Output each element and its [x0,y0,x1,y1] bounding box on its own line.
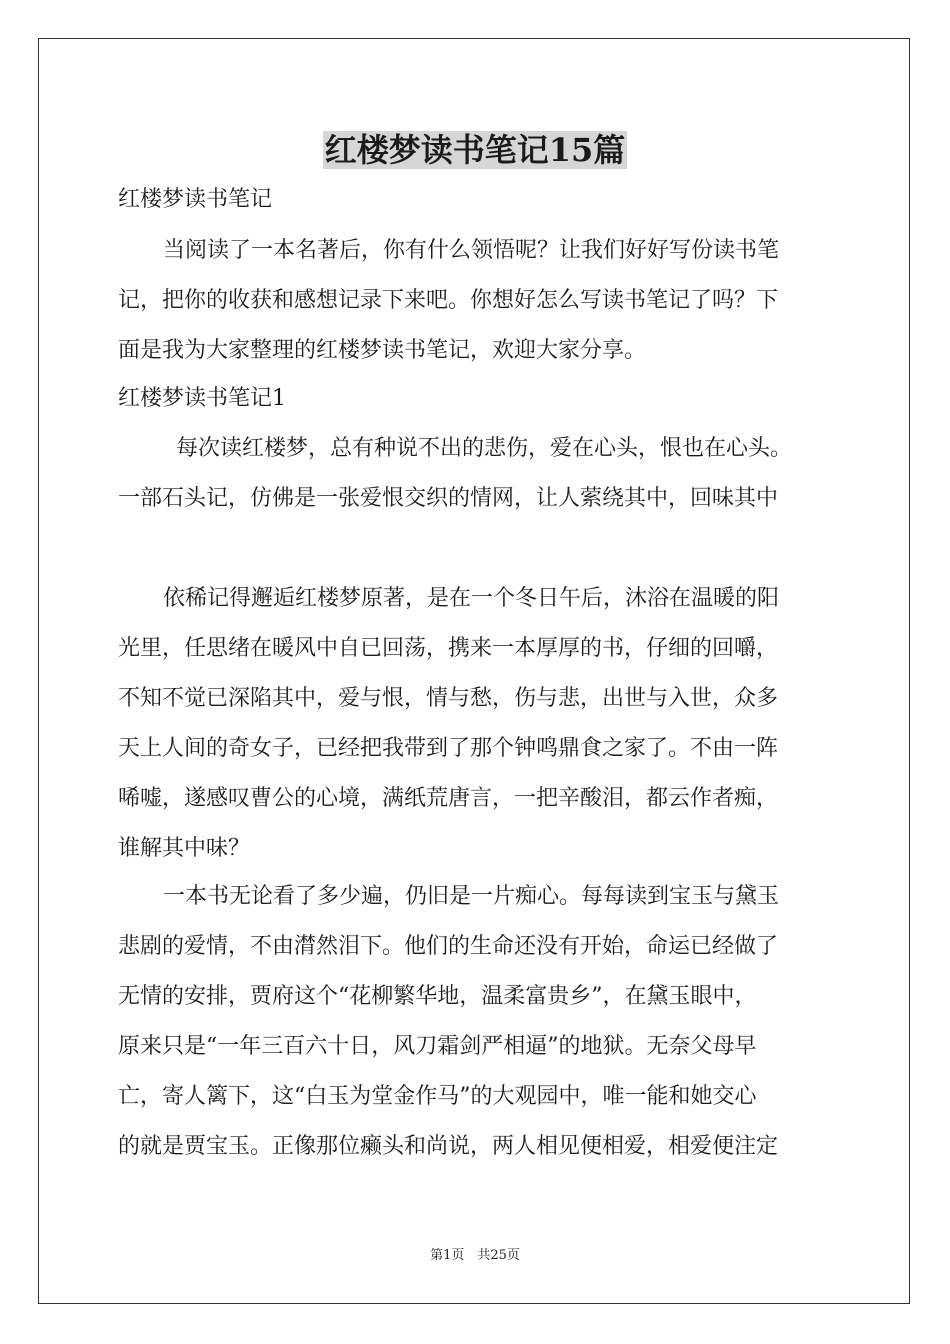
paragraph-line: 面是我为大家整理的红楼梦读书笔记，欢迎大家分享。 [118,338,647,363]
paragraph-line: 的就是贾宝玉。正像那位癞头和尚说，两人相见便相爱，相爱便注定 [118,1134,779,1159]
section-heading: 红楼梦读书笔记1 [118,386,286,411]
paragraph-line: 原来只是“一年三百六十日，风刀霜剑严相逼”的地狱。无奈父母早 [118,1034,757,1059]
paragraph-line: 谁解其中味？ [118,836,251,861]
paragraph-line: 当阅读了一本名著后，你有什么领悟呢？让我们好好写份读书笔 [163,238,780,263]
section-heading: 红楼梦读书笔记 [118,187,273,212]
title-text: 红楼梦读书笔记15篇 [324,131,626,169]
paragraph-line: 每次读红楼梦，总有种说不出的悲伤，爱在心头，恨也在心头。 [176,436,793,461]
paragraph-line: 唏嘘，遂感叹曹公的心境，满纸荒唐言，一把辛酸泪，都云作者痴， [118,786,779,811]
document-title [0,128,950,172]
paragraph-line: 不知不觉已深陷其中，爱与恨，情与愁，伤与悲，出世与入世，众多 [118,686,779,711]
paragraph-line: 一本书无论看了多少遍，仍旧是一片痴心。每每读到宝玉与黛玉 [163,884,780,909]
paragraph-line: 天上人间的奇女子，已经把我带到了那个钟鸣鼎食之家了。不由一阵 [118,736,779,761]
paragraph-line: 无情的安排，贾府这个“花柳繁华地，温柔富贵乡”，在黛玉眼中， [118,984,757,1009]
paragraph-line: 亡，寄人篱下，这“白玉为堂金作马”的大观园中，唯一能和她交心 [118,1084,757,1109]
paragraph-line: 悲剧的爱情，不由潸然泪下。他们的生命还没有开始，命运已经做了 [118,934,779,959]
page-number: 第1页 共25页 [430,1248,520,1263]
paragraph-line: 依稀记得邂逅红楼梦原著，是在一个冬日午后，沐浴在温暖的阳 [163,586,780,611]
paragraph-line: 光里，任思绪在暖风中自已回荡，携来一本厚厚的书，仔细的回嚼， [118,636,779,661]
page-border [38,38,910,1304]
paragraph-line: 记，把你的收获和感想记录下来吧。你想好怎么写读书笔记了吗？下 [118,288,779,313]
paragraph-line: 一部石头记，仿佛是一张爱恨交织的情网，让人萦绕其中，回味其中 [118,486,779,511]
